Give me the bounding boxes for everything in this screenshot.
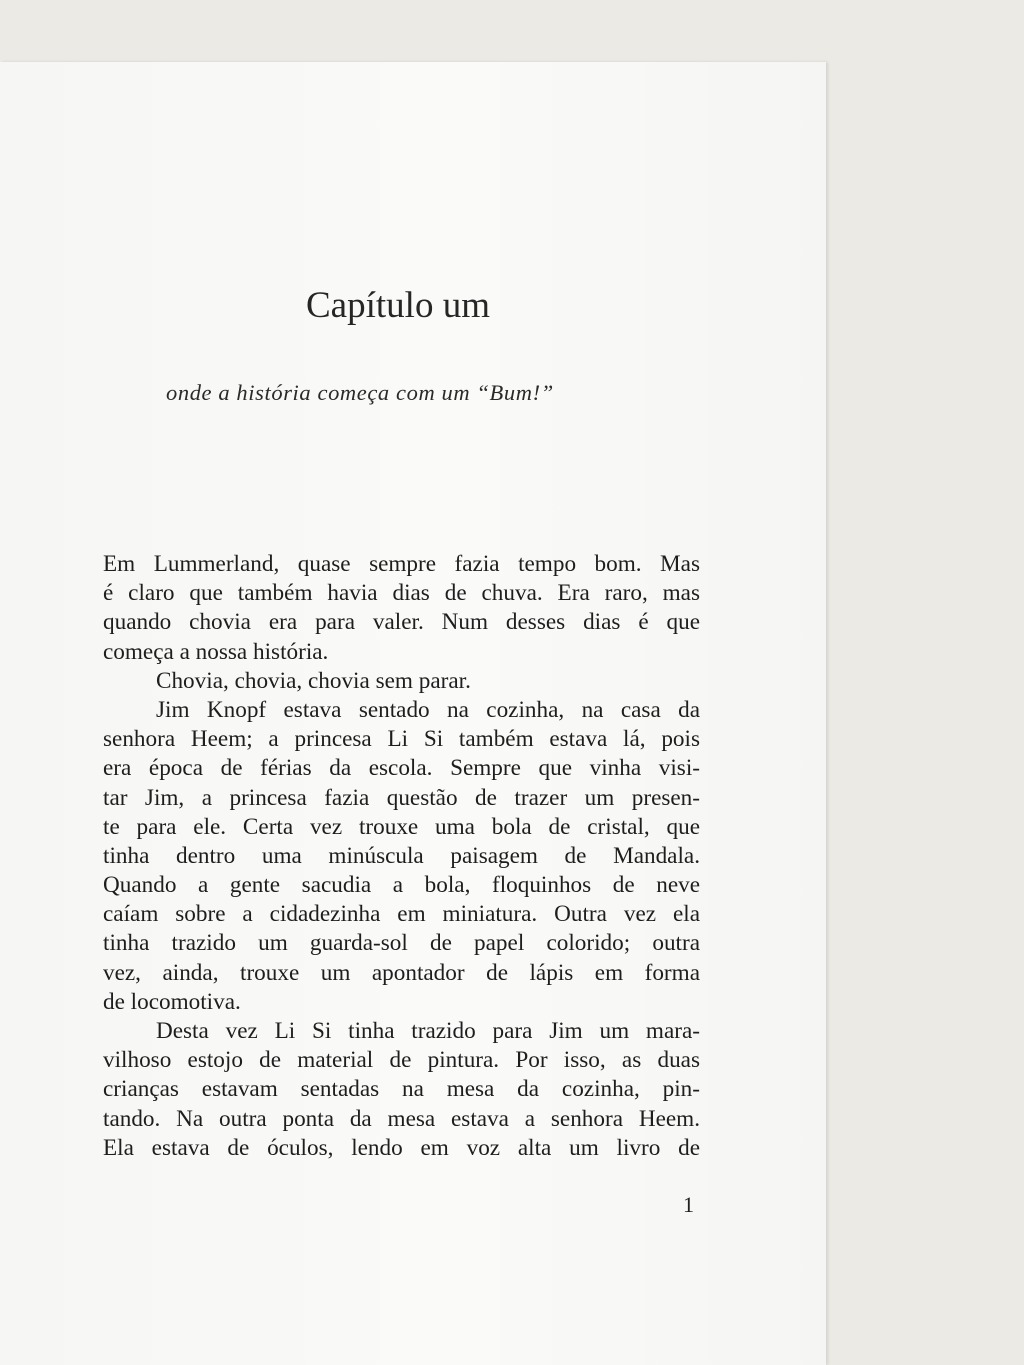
text-line: caíam sobre a cidadezinha em miniatura. Outra vez ela — [103, 901, 700, 928]
text-line: começa a nossa história. — [103, 638, 329, 665]
chapter-title: Capítulo um — [306, 285, 490, 326]
text-line: tando. Na outra ponta da mesa estava a senhora Heem. — [103, 1105, 700, 1132]
text-line: era época de férias da escola. Sempre que vinha visi- — [103, 755, 700, 782]
page-number: 1 — [683, 1192, 694, 1217]
chapter-subtitle: onde a história começa com um “Bum!” — [166, 380, 554, 405]
text-line: Jim Knopf estava sentado na cozinha, na casa da — [156, 696, 700, 723]
text-line: tinha dentro uma minúscula paisagem de Mandala. — [103, 842, 700, 869]
text-line: Quando a gente sacudia a bola, floquinhos de neve — [103, 872, 700, 899]
text-line: tinha trazido um guarda-sol de papel colorido; outra — [103, 930, 700, 957]
text-line: crianças estavam sentadas na mesa da cozinha, pin- — [103, 1076, 700, 1103]
text-line: é claro que também havia dias de chuva. Era raro, mas — [103, 580, 700, 607]
text-line: te para ele. Certa vez trouxe uma bola de cristal, que — [103, 813, 700, 840]
body-text — [103, 550, 700, 1163]
text-line: Ela estava de óculos, lendo em voz alta um livro de — [103, 1134, 700, 1161]
text-line: senhora Heem; a princesa Li Si também estava lá, pois — [103, 726, 700, 753]
text-line: Desta vez Li Si tinha trazido para Jim um mara- — [156, 1018, 700, 1044]
text-line: Em Lummerland, quase sempre fazia tempo bom. Mas — [103, 551, 700, 577]
text-line: tar Jim, a princesa fazia questão de trazer um presen- — [103, 784, 700, 811]
text-line: quando chovia era para valer. Num desses dias é que — [103, 609, 700, 636]
text-line: vilhoso estojo de material de pintura. Por isso, as duas — [103, 1047, 700, 1074]
text-line: vez, ainda, trouxe um apontador de lápis em forma — [103, 959, 700, 986]
text-line: de locomotiva. — [103, 988, 241, 1015]
book-page — [0, 62, 826, 1365]
text-line: Chovia, chovia, chovia sem parar. — [156, 667, 471, 694]
